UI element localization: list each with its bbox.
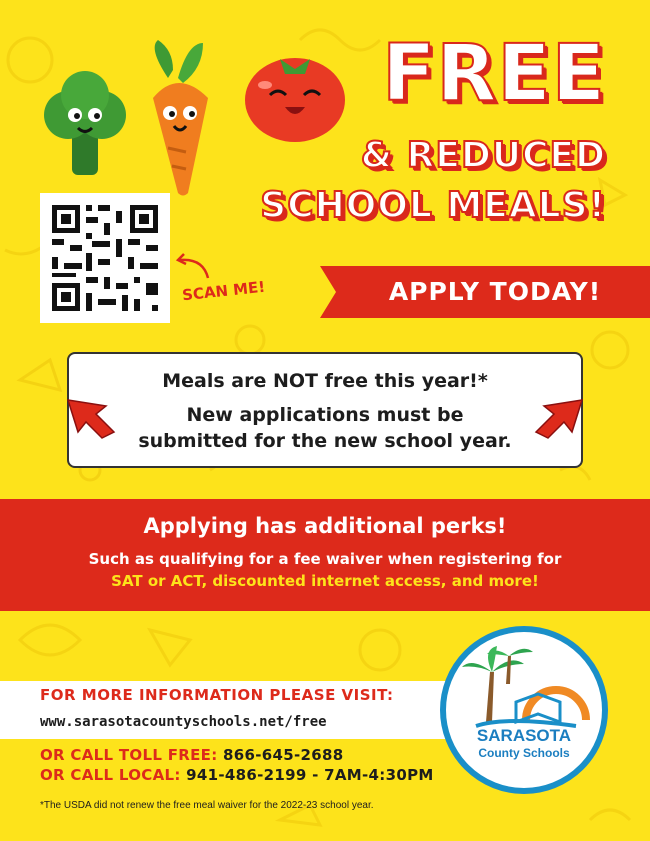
perks-line-2: SAT or ACT, discounted internet access, and more! bbox=[111, 572, 539, 590]
title-school-meals: SCHOOL MEALS! bbox=[260, 185, 606, 226]
logo-subtitle: County Schools bbox=[478, 746, 570, 760]
notice-line-2a: New applications must be bbox=[186, 404, 464, 426]
perks-title: Applying has additional perks! bbox=[143, 514, 507, 538]
qr-code-icon bbox=[40, 193, 170, 323]
call-local-label: OR CALL LOCAL: bbox=[40, 766, 181, 784]
perks-band bbox=[0, 499, 650, 611]
notice-pre: Meals are bbox=[162, 370, 267, 392]
logo-name: SARASOTA bbox=[476, 726, 572, 745]
info-heading: FOR MORE INFORMATION PLEASE VISIT: bbox=[40, 686, 394, 704]
title-reduced: & REDUCED bbox=[360, 135, 606, 176]
arrow-right-icon bbox=[534, 398, 584, 440]
qr-code[interactable] bbox=[40, 193, 170, 323]
curved-arrow-icon bbox=[172, 250, 212, 280]
scan-me-label: SCAN ME! bbox=[181, 277, 266, 305]
broccoli-icon bbox=[40, 70, 130, 180]
call-toll-free-label: OR CALL TOLL FREE: bbox=[40, 746, 218, 764]
call-toll-free-number[interactable]: 866-645-2688 bbox=[223, 746, 344, 764]
notice-line-2 bbox=[69, 402, 581, 454]
sarasota-logo bbox=[440, 626, 608, 794]
notice-box bbox=[67, 352, 583, 468]
notice-post: free this year!* bbox=[324, 370, 488, 392]
notice-line-2b: submitted for the new school year. bbox=[138, 430, 512, 452]
notice-not: NOT bbox=[272, 370, 318, 392]
call-toll-free bbox=[40, 746, 343, 764]
carrot-icon bbox=[128, 38, 228, 198]
perks-line-1: Such as qualifying for a fee waiver when registering for bbox=[88, 550, 562, 568]
call-local-number[interactable]: 941-486-2199 - 7AM-4:30PM bbox=[186, 766, 434, 784]
notice-line-1 bbox=[69, 368, 581, 394]
call-local bbox=[40, 766, 434, 784]
info-url-link[interactable]: www.sarasotacountyschools.net/free bbox=[40, 714, 327, 730]
palm-tree-icon bbox=[446, 632, 602, 732]
title-free: FREE bbox=[382, 29, 606, 119]
arrow-left-icon bbox=[66, 398, 116, 440]
apply-today-text: APPLY TODAY! bbox=[388, 277, 602, 306]
tomato-icon bbox=[240, 45, 350, 145]
footnote: *The USDA did not renew the free meal waiver for the 2022-23 school year. bbox=[40, 800, 374, 811]
